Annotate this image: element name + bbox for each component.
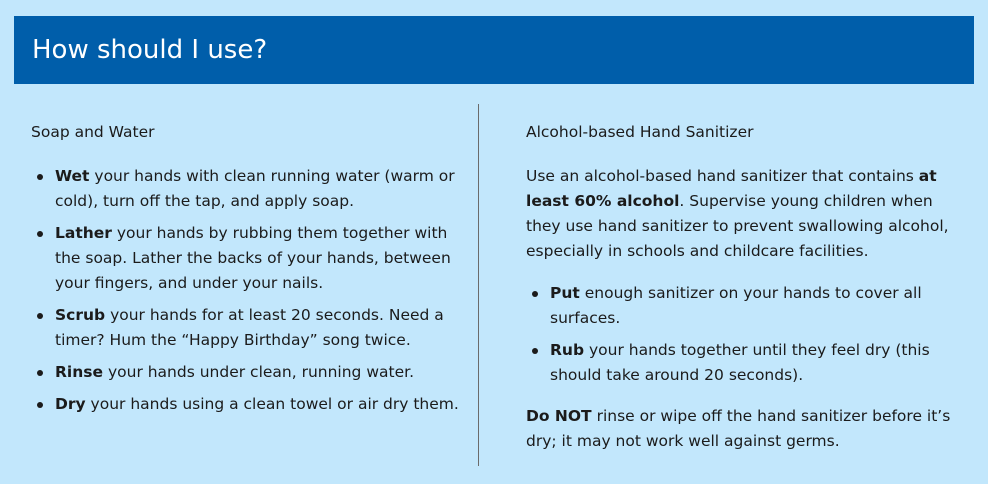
warning-text: rinse or wipe off the hand sanitizer before it’s dry; it may not work well against germs. (526, 407, 951, 450)
step-text: your hands by rubbing them together with the soap. Lather the backs of your hands, between your fingers, and under your nails. (55, 224, 451, 292)
warning-emphasis: Do NOT (526, 407, 592, 425)
step-text: enough sanitizer on your hands to cover all surfaces. (550, 284, 922, 327)
step-text: your hands with clean running water (warm or cold), turn off the tap, and apply soap. (55, 167, 455, 210)
soap-steps-list (31, 164, 469, 417)
soap-step-lather (55, 221, 469, 296)
soap-heading: Soap and Water (31, 123, 155, 141)
step-keyword: Lather (55, 224, 112, 242)
soap-step-rinse (55, 360, 469, 385)
soap-step-scrub (55, 303, 469, 353)
sanitizer-steps-list (526, 281, 962, 388)
sanitizer-heading: Alcohol-based Hand Sanitizer (526, 123, 754, 141)
sanitizer-warning (526, 404, 962, 454)
step-text: your hands for at least 20 seconds. Need a timer? Hum the “Happy Birthday” song twice. (55, 306, 444, 349)
soap-step-wet (55, 164, 469, 214)
step-keyword: Rub (550, 341, 585, 359)
page-header (14, 16, 974, 84)
step-keyword: Scrub (55, 306, 106, 324)
step-text: your hands under clean, running water. (103, 363, 414, 381)
sanitizer-intro (526, 164, 962, 264)
hand-sanitizer-section (526, 120, 962, 471)
column-divider (478, 104, 479, 466)
sanitizer-step-put (550, 281, 962, 331)
intro-text: Use an alcohol-based hand sanitizer that contains (526, 167, 919, 185)
soap-and-water-section (31, 120, 469, 424)
step-text: your hands together until they feel dry (this should take around 20 seconds). (550, 341, 930, 384)
soap-step-dry (55, 392, 469, 417)
step-text: your hands using a clean towel or air dry them. (85, 395, 459, 413)
step-keyword: Put (550, 284, 580, 302)
sanitizer-step-rub (550, 338, 962, 388)
intro-emphasis: at least 60% alcohol (526, 167, 937, 210)
intro-text: . Supervise young children when they use hand sanitizer to prevent swallowing alcohol, especially in schools and childcare facilities. (526, 192, 949, 260)
page-title: How should I use? (32, 35, 268, 65)
step-keyword: Rinse (55, 363, 104, 381)
step-keyword: Wet (55, 167, 90, 185)
step-keyword: Dry (55, 395, 86, 413)
